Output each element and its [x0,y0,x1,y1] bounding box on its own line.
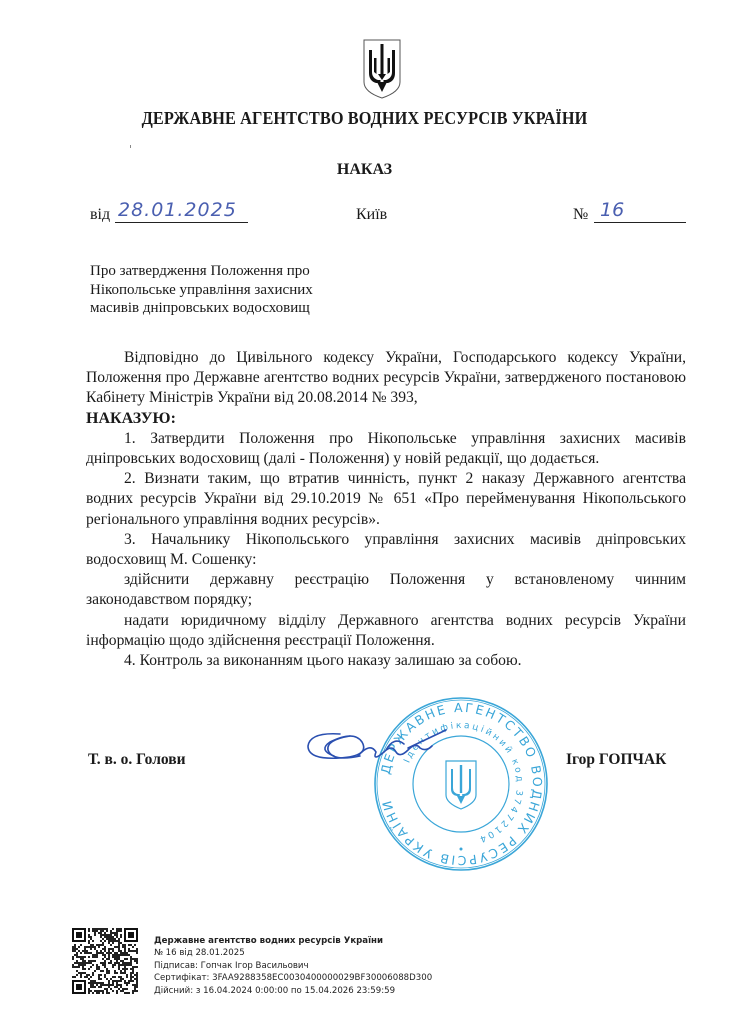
order-item-4: 4. Контроль за виконанням цього наказу залишаю за собою. [124,652,522,670]
subject-line: Нікопольське управління захисних [90,281,313,298]
stamp-inner-text: Ідентифікаційний код 37472104 [402,720,525,845]
esig-organization: Державне агентство водних ресурсів України [154,936,384,946]
esig-document-ref: № 16 від 28.01.2025 [154,948,245,959]
trident-coat-of-arms-icon [362,38,402,100]
stamp-outer-text: ДЕРЖАВНЕ АГЕНТСТВО ВОДНИХ РЕСУРСІВ УКРАЇНИ [377,699,546,869]
handwritten-number: 16 [594,198,686,223]
number-label: № [573,206,589,223]
agency-name-heading: ДЕРЖАВНЕ АГЕНТСТВО ВОДНИХ РЕСУРСІВ УКРАЇНИ [141,108,588,128]
signatory-name: Ігор ГОПЧАК [566,751,667,768]
order-body [86,348,686,671]
stamp-trident-icon [446,761,476,809]
order-subject [90,262,390,318]
scan-speck [130,145,131,148]
esig-signed-by: Підписав: Гопчак Ігор Васильович [154,960,309,971]
document-type-heading: НАКАЗ [336,161,393,178]
handwritten-date: 28.01.2025 [115,198,248,223]
electronic-signature-info [154,935,432,997]
subject-line: масивів дніпровських водосховищ [90,300,310,316]
order-item-1: 1. Затвердити Положення про Нікопольське управління захисних масивів дніпровських водосховищ (далі - Положення) у новій редакції, що додається. [86,429,686,468]
handwritten-signature [300,722,450,782]
order-item-3: 3. Начальнику Нікопольського управління захисних масивів дніпровських водосховищ М. Сошенку: [86,530,686,569]
order-item-2: 2. Визнати таким, що втратив чинність, пункт 2 наказу Державного агентства водних ресурсів України від 29.10.2019 № 651 «Про перейменування Нікопольського регіонального управління водних ресурсів». [86,470,686,528]
order-word: НАКАЗУЮ: [86,409,176,427]
qr-code-icon [72,928,138,994]
preamble-paragraph: Відповідно до Цивільного кодексу України, Господарського кодексу України, Положення про Державне агентство водних ресурсів України, затвердженого постановою Кабінету Міністрів України від 20.08.2014 № 393, [86,349,686,407]
order-item-3b: надати юридичному відділу Державного агентства водних ресурсів України інформацію щодо здійснення реєстрації Положення. [86,611,686,649]
order-item-3a: здійснити державну реєстрацію Положення у встановленому чинним законодавством порядку; [86,571,686,609]
esig-validity: Дійсний: з 16.04.2024 0:00:00 по 15.04.2026 23:59:59 [154,985,396,996]
date-from-label: від [90,206,111,223]
subject-line: Про затвердження Положення про [90,263,310,279]
esig-certificate: Сертифікат: 3FAA9288358EC0030400000029BF30006088D300 [154,973,433,984]
signatory-position: Т. в. о. Голови [88,751,186,768]
city-label: Київ [356,206,388,223]
